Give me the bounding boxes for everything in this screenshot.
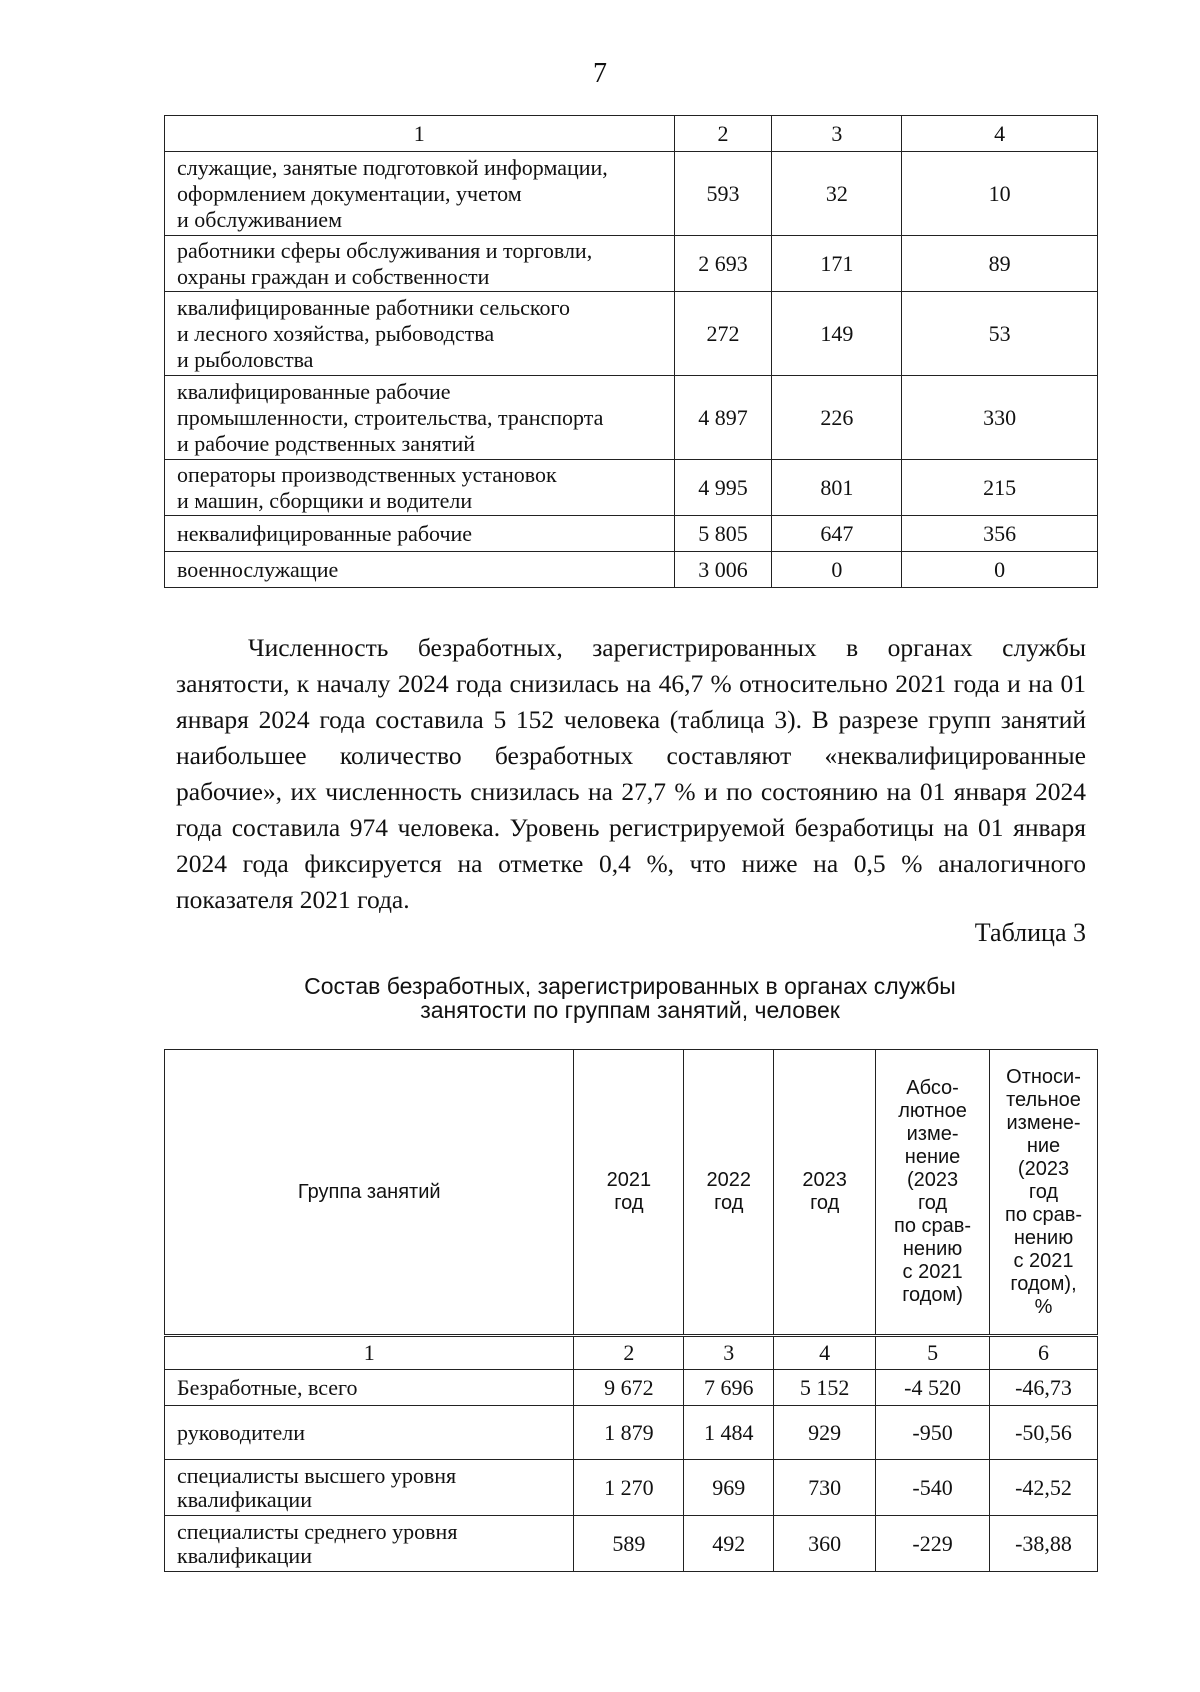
page-number: 7 [593, 58, 607, 89]
cell-col4: 0 [902, 552, 1098, 588]
column-number: 2 [574, 1336, 684, 1370]
cell-col3: 171 [772, 236, 902, 292]
row-label-line: квалификации [177, 1542, 312, 1568]
header-line: с 2021 [902, 1261, 963, 1283]
row-label-line: и обслуживанием [177, 206, 342, 232]
header-relative-change [990, 1050, 1098, 1336]
cell-col4: 89 [902, 236, 1098, 292]
cell-2023: 5 152 [774, 1370, 876, 1406]
cell-col3: 801 [772, 460, 902, 516]
table-row [165, 516, 1098, 552]
cell-col2: 593 [674, 152, 772, 236]
cell-col3: 32 [772, 152, 902, 236]
cell-absolute-change: -229 [876, 1516, 990, 1572]
cell-col3: 647 [772, 516, 902, 552]
row-label-line: работники сферы обслуживания и торговли, [177, 237, 593, 263]
row-label-line: военнослужащие [177, 556, 339, 582]
header-absolute-change [876, 1050, 990, 1336]
header-line: год [714, 1192, 744, 1214]
table-row [165, 1460, 1098, 1516]
cell-col3: 149 [772, 292, 902, 376]
header-line: ние [1026, 1134, 1061, 1157]
header-row [165, 1050, 1098, 1336]
cell-relative-change: -38,88 [990, 1516, 1098, 1572]
cell-2022: 1 484 [684, 1406, 774, 1460]
cell-col2: 2 693 [674, 236, 772, 292]
header-line: год [614, 1192, 644, 1214]
row-label-line: и лесного хозяйства, рыбоводства [177, 320, 495, 346]
cell-col4: 53 [902, 292, 1098, 376]
row-label [165, 1370, 574, 1406]
header-line: лютное [898, 1100, 967, 1122]
column-number: 1 [165, 116, 675, 152]
row-label [165, 552, 675, 588]
row-label-line: руководители [177, 1419, 305, 1445]
table-row [165, 292, 1098, 376]
cell-col2: 5 805 [674, 516, 772, 552]
table-row [165, 1406, 1098, 1460]
header-line: по срав- [894, 1215, 972, 1237]
row-label [165, 152, 675, 236]
cell-relative-change: -42,52 [990, 1460, 1098, 1516]
row-label-line: оформлением документации, учетом [177, 180, 522, 206]
column-number: 4 [774, 1336, 876, 1370]
header-line: год [810, 1192, 840, 1214]
row-label-line: служащие, занятые подготовкой информации, [177, 154, 608, 180]
column-number: 1 [165, 1336, 574, 1370]
table-row [165, 1516, 1098, 1572]
cell-col2: 272 [674, 292, 772, 376]
cell-col4: 10 [902, 152, 1098, 236]
cell-2023: 730 [774, 1460, 876, 1516]
table-row [165, 552, 1098, 588]
table-title [200, 974, 1060, 1022]
cell-2021: 1 879 [574, 1406, 684, 1460]
unemployed-by-occupation-table [164, 1049, 1098, 1572]
header-line: Относи- [1006, 1065, 1081, 1088]
header-line: год [1028, 1180, 1059, 1203]
column-number-row [165, 1336, 1098, 1370]
header-occupation-group [165, 1050, 574, 1336]
column-number: 2 [674, 116, 772, 152]
row-label [165, 292, 675, 376]
cell-2022: 492 [684, 1516, 774, 1572]
header-line: годом) [902, 1284, 963, 1306]
header-line: нению [902, 1238, 963, 1260]
cell-2021: 9 672 [574, 1370, 684, 1406]
cell-absolute-change: -540 [876, 1460, 990, 1516]
row-label [165, 236, 675, 292]
header-line: с 2021 [1013, 1249, 1074, 1272]
table-row [165, 236, 1098, 292]
cell-col4: 215 [902, 460, 1098, 516]
cell-absolute-change: -950 [876, 1406, 990, 1460]
cell-absolute-change: -4 520 [876, 1370, 990, 1406]
row-label-line: специалисты среднего уровня [177, 1518, 458, 1544]
cell-col3: 226 [772, 376, 902, 460]
row-label [165, 460, 675, 516]
occupation-table-continued [164, 115, 1098, 588]
row-label-line: и машин, сборщики и водители [177, 487, 473, 513]
row-label-line: Безработные, всего [177, 1374, 358, 1400]
header-year-2022 [684, 1050, 774, 1336]
cell-2022: 7 696 [684, 1370, 774, 1406]
row-label-line: операторы производственных установок [177, 461, 557, 487]
cell-2021: 1 270 [574, 1460, 684, 1516]
row-label-line: и рабочие родственных занятий [177, 430, 476, 456]
cell-col4: 356 [902, 516, 1098, 552]
header-line: 2021 [606, 1169, 652, 1191]
cell-2022: 969 [684, 1460, 774, 1516]
header-line: годом), [1010, 1272, 1077, 1295]
column-number: 3 [684, 1336, 774, 1370]
header-line: по срав- [1004, 1203, 1083, 1226]
table-title-line: Состав безработных, зарегистрированных в органах службы [304, 973, 956, 999]
header-line: год [917, 1192, 948, 1214]
row-label-line: неквалифицированные рабочие [177, 520, 473, 546]
header-line: % [1034, 1295, 1053, 1318]
row-label-line: специалисты высшего уровня [177, 1462, 457, 1488]
header-line: 2023 [802, 1169, 847, 1191]
header-line: нению [1013, 1226, 1074, 1249]
body-paragraph: Численность безработных, зарегистрированных в органах службы занятости, к началу 2024 года снизилась на 46,7 % относительно 2021 года и на 01 января 2024 года составила 5 152 человека (таблица 3). В разрезе групп занятий наибольшее количество безработных составляют «неквалифицированные рабочие», их численность снизилась на 27,7 % и по состоянию на 01 января 2024 года составила 974 человека. Уровень регистрируемой безработицы на 01 января 2024 года фиксируется на отметке 0,4 %, что ниже на 0,5 % аналогичного показателя 2021 года. [176, 632, 1086, 914]
cell-2023: 360 [774, 1516, 876, 1572]
header-line: тельное [1006, 1088, 1081, 1111]
header-line: (2023 [906, 1169, 959, 1191]
table-row [165, 152, 1098, 236]
table-title-line: занятости по группам занятий, человек [420, 997, 840, 1023]
column-number: 5 [876, 1336, 990, 1370]
header-year-2023 [774, 1050, 876, 1336]
cell-col2: 4 897 [674, 376, 772, 460]
cell-col2: 3 006 [674, 552, 772, 588]
cell-relative-change: -46,73 [990, 1370, 1098, 1406]
row-label-line: квалификации [177, 1486, 312, 1512]
table-row [165, 460, 1098, 516]
column-number: 6 [990, 1336, 1098, 1370]
table-row [165, 376, 1098, 460]
cell-relative-change: -50,56 [990, 1406, 1098, 1460]
row-label-line: промышленности, строительства, транспорта [177, 404, 604, 430]
table-row [165, 1370, 1098, 1406]
header-line: Группа занятий [297, 1180, 441, 1203]
cell-2021: 589 [574, 1516, 684, 1572]
header-year-2021 [574, 1050, 684, 1336]
header-line: Абсо- [906, 1077, 959, 1099]
row-label-line: охраны граждан и собственности [177, 263, 490, 289]
cell-2023: 929 [774, 1406, 876, 1460]
column-number: 4 [902, 116, 1098, 152]
cell-col2: 4 995 [674, 460, 772, 516]
header-line: (2023 [1017, 1157, 1070, 1180]
column-number-row [165, 116, 1098, 152]
row-label [165, 1460, 574, 1516]
row-label [165, 1516, 574, 1572]
header-line: 2022 [706, 1169, 752, 1191]
header-line: измене- [1006, 1111, 1081, 1134]
header-line: изме- [906, 1123, 959, 1145]
cell-col3: 0 [772, 552, 902, 588]
column-number: 3 [772, 116, 902, 152]
cell-col4: 330 [902, 376, 1098, 460]
row-label [165, 376, 675, 460]
header-line: нение [904, 1146, 961, 1168]
row-label-line: квалифицированные рабочие [177, 378, 451, 404]
row-label-line: квалифицированные работники сельского [177, 294, 570, 320]
row-label [165, 1406, 574, 1460]
row-label-line: и рыболовства [177, 346, 314, 372]
row-label [165, 516, 675, 552]
table-caption: Таблица 3 [974, 918, 1086, 947]
